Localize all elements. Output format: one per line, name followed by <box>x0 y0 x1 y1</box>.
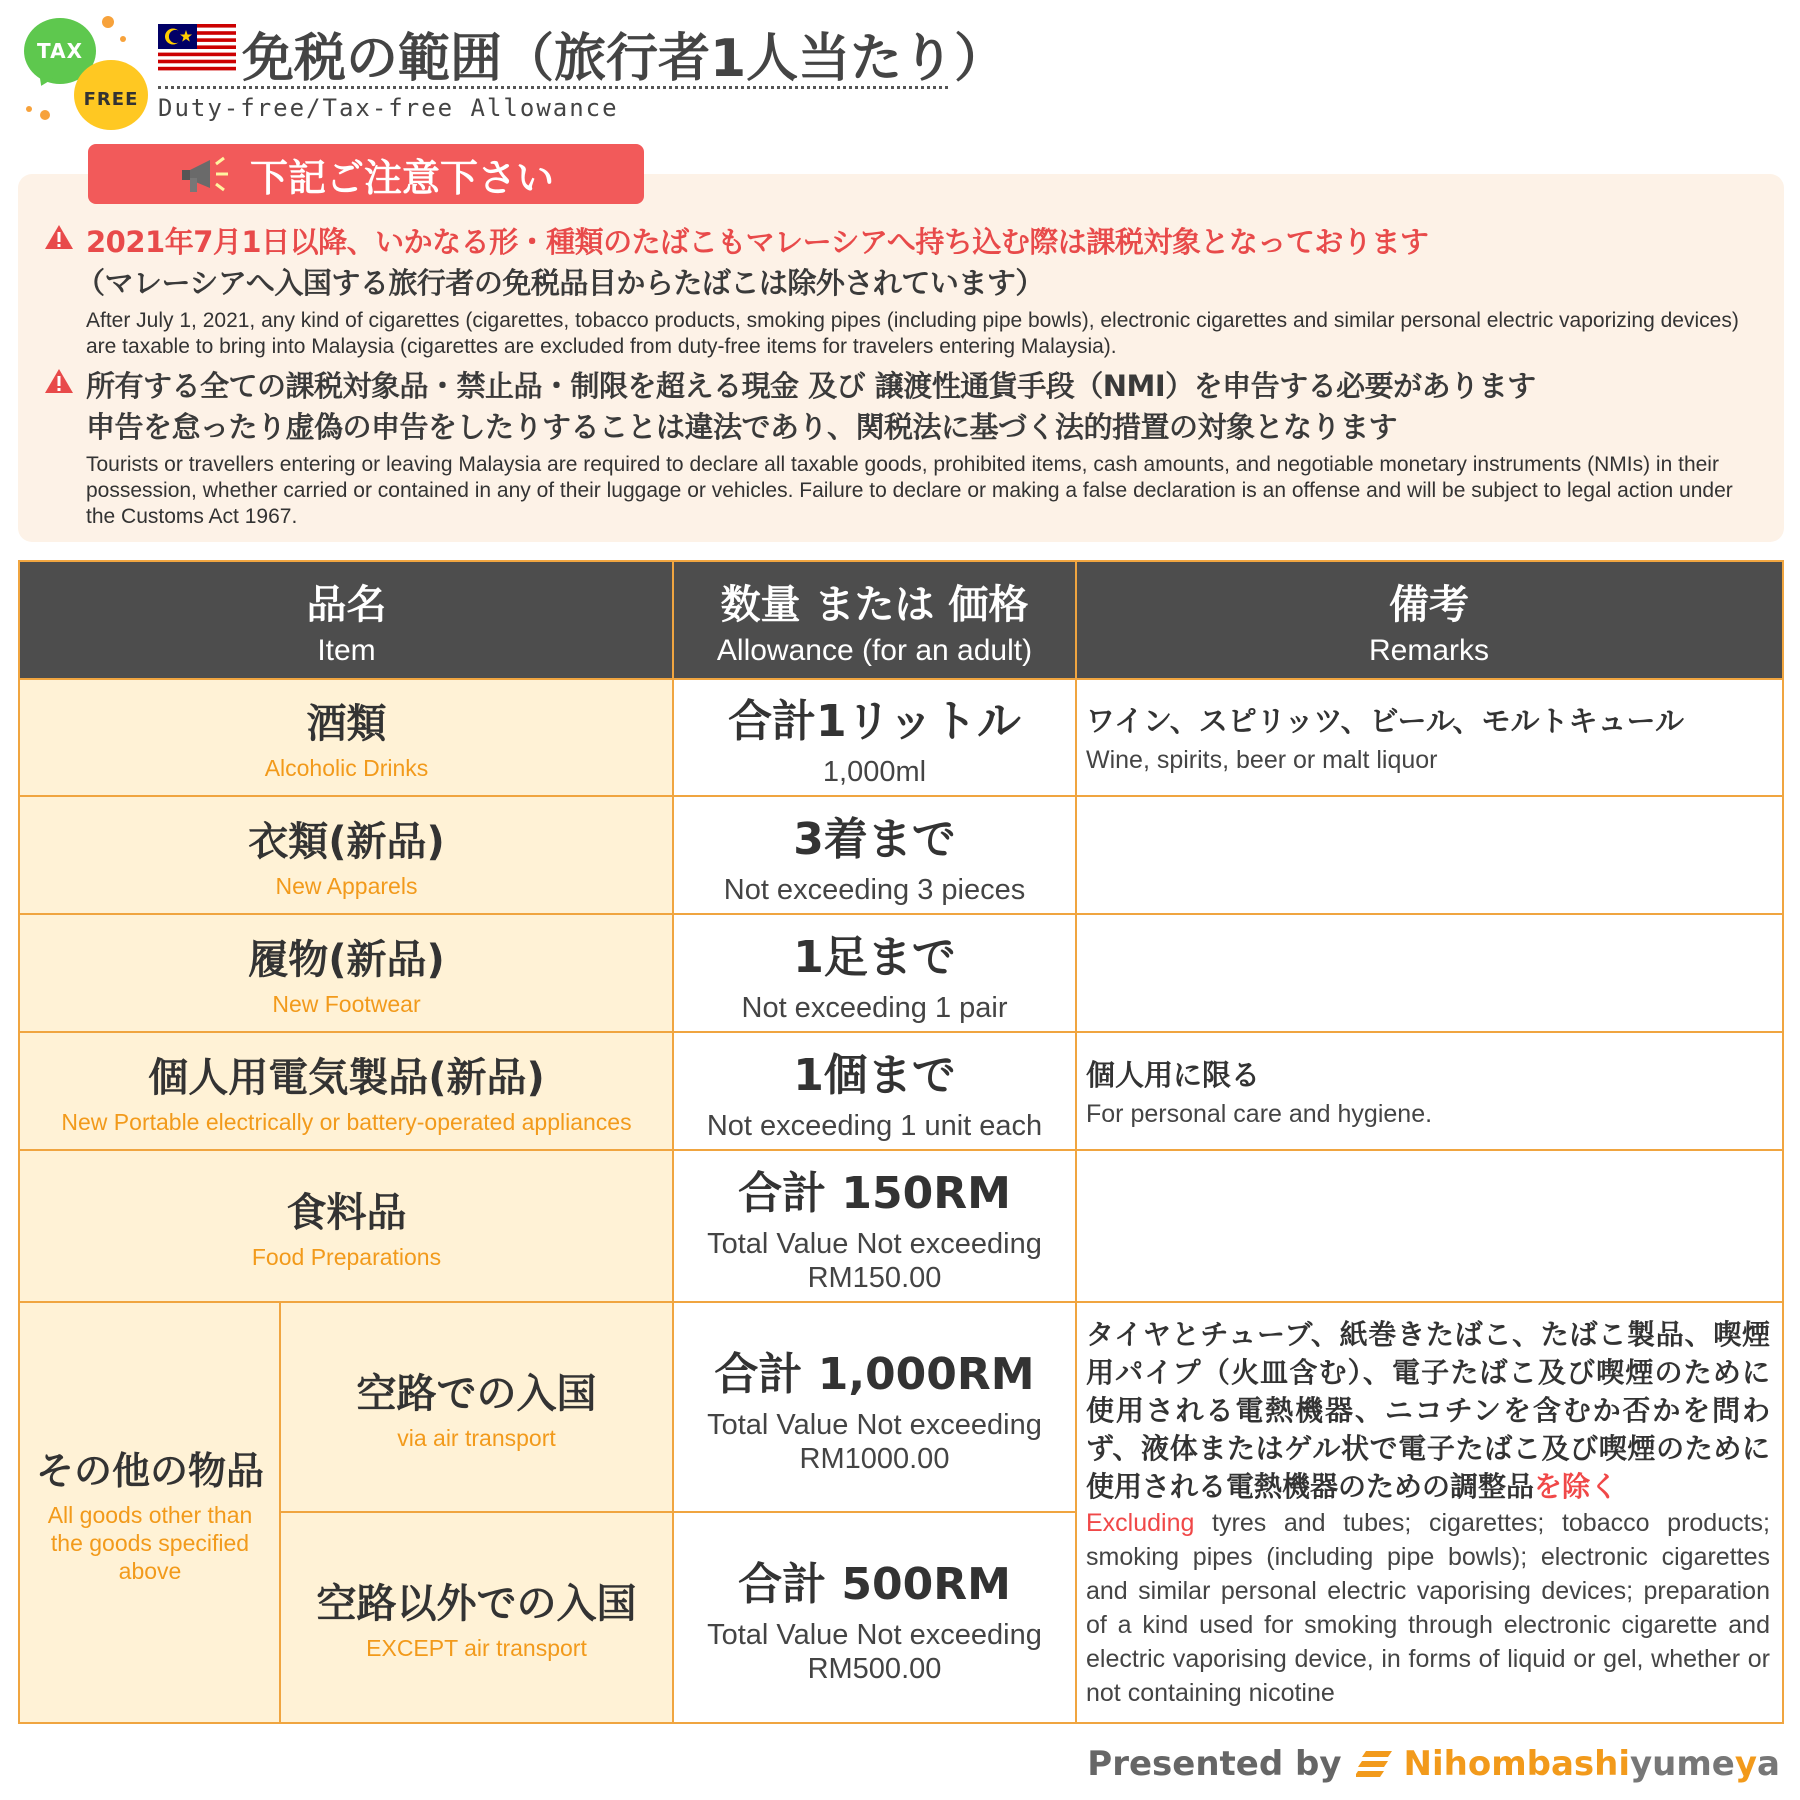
notice-tab <box>88 144 644 204</box>
tax-bubble: TAX <box>24 18 96 84</box>
brand-logo-icon <box>1356 1749 1394 1779</box>
notice-en-text: Tourists or travellers entering or leaving Malaysia are required to declare all taxable goods, prohibited items, cash amounts, and negotiable monetary instruments (NMIs) in their possession, whether carried or contained in any of their luggage or vehicles. Failure to declare or making a false declaration is an offense and will be subject to legal action under the Customs Act 1967. <box>86 453 1733 528</box>
item-cell-nonair: 空路以外での入国 EXCEPT air transport <box>280 1512 673 1722</box>
warning-icon <box>44 224 74 250</box>
remarks-cell-appliances: 個人用に限る For personal care and hygiene. <box>1086 1058 1433 1128</box>
allowance-cell-air: 合計 1,000RM Total Value Not exceeding RM1000.00 <box>707 1349 1042 1475</box>
title-divider <box>158 86 948 89</box>
grid-line <box>20 1031 1782 1033</box>
grid-line <box>20 795 1782 797</box>
notice-jp-line2: 申告を怠ったり虚偽の申告をしたりすることは違法であり、関税法に基づく法的措置の対象となります <box>86 410 1398 444</box>
malaysia-flag-icon <box>158 24 236 74</box>
allowance-cell-alcohol: 合計1リットル 1,000ml <box>728 696 1021 788</box>
notice-jp-line1: 2021年7月1日以降、いかなる形・種類のたばこもマレーシアへ持ち込む際は課税対象となっております <box>86 225 1429 259</box>
notice-item-declare <box>44 364 1754 530</box>
remarks-cell-alcohol: ワイン、スピリッツ、ビール、モルトキュール Wine, spirits, beer or malt liquor <box>1086 704 1684 774</box>
remarks-cell-other-goods: タイヤとチューブ、紙巻きたばこ、たばこ製品、喫煙用パイプ（火皿含む）、電子たばこ及び喫煙のために使用される電熱機器、ニコチンを含むか否かを問わず、液体またはゲル状で電子たばこ及び喫煙のために使用される電熱機器のための調整品を除く Excluding tyres and tubes; cigarettes; tobacco products; smoking pipes (including pipe bowls); electronic cigarettes and similar personal electric vaporising devices; preparation of a kind used for smoking through electronic cigarette and electric vaporising device, in forms of liquid or gel, whether or not containing nicotine <box>1086 1318 1770 1707</box>
header-remarks: 備考 Remarks <box>1076 562 1782 678</box>
item-cell-alcohol: 酒類 Alcoholic Drinks <box>20 678 673 796</box>
megaphone-icon <box>180 152 232 196</box>
grid-line <box>672 562 674 1722</box>
item-cell-other-goods: その他の物品 All goods other than the goods specified above <box>20 1302 280 1722</box>
allowance-cell-footwear: 1足まで Not exceeding 1 pair <box>741 932 1008 1024</box>
presented-by-label: Presented by <box>1087 1744 1342 1784</box>
tax-free-logo <box>22 14 152 132</box>
notice-tab-label: 下記ご注意下さい <box>250 155 555 200</box>
page-subtitle: Duty-free/Tax-free Allowance <box>158 94 619 122</box>
page-title: 免税の範囲（旅行者1人当たり） <box>242 29 1007 89</box>
grid-line <box>20 678 1782 680</box>
allowance-cell-nonair: 合計 500RM Total Value Not exceeding RM500.00 <box>707 1559 1042 1685</box>
presented-by-footer <box>1087 1744 1780 1784</box>
allowance-cell-food: 合計 150RM Total Value Not exceeding RM150.00 <box>707 1168 1042 1294</box>
warning-icon <box>44 368 74 394</box>
grid-line <box>20 913 1782 915</box>
allowance-cell-apparel: 3着まで Not exceeding 3 pieces <box>723 814 1026 906</box>
item-cell-appliances: 個人用電気製品(新品) New Portable electrically or battery-operated appliances <box>20 1032 673 1150</box>
allowance-cell-appliances: 1個まで Not exceeding 1 unit each <box>706 1050 1043 1142</box>
grid-line <box>20 1149 1782 1151</box>
item-cell-footwear: 履物(新品) New Footwear <box>20 914 673 1032</box>
notice-jp-line2: （マレーシアへ入国する旅行者の免税品目からたばこは除外されています） <box>76 266 1044 300</box>
notice-jp-line1: 所有する全ての課税対象品・禁止品・制限を超える現金 及び 譲渡性通貨手段（NMI）を申告する必要があります <box>86 369 1536 403</box>
grid-line <box>280 1511 1076 1513</box>
item-cell-apparel: 衣類(新品) New Apparels <box>20 796 673 914</box>
header-item: 品名 Item <box>20 562 673 678</box>
allowance-table <box>18 560 1784 1724</box>
header-allowance: 数量 または 価格 Allowance (for an adult) <box>673 562 1076 678</box>
notice-item-tobacco <box>44 220 1754 360</box>
item-cell-air: 空路での入国 via air transport <box>280 1302 673 1512</box>
grid-line <box>1075 562 1077 1722</box>
free-bubble: FREE <box>74 60 148 130</box>
brand-name: Nihombashiyumeya <box>1403 1744 1780 1784</box>
item-cell-food: 食料品 Food Preparations <box>20 1150 673 1302</box>
grid-line <box>20 1301 1782 1303</box>
notice-en-text: After July 1, 2021, any kind of cigarettes (cigarettes, tobacco products, smoking pipes (including pipe bowls), electronic cigarettes and similar personal electric vaporizing devices) are taxable to bring into Malaysia (cigarettes are excluded from duty-free items for travelers entering Malaysia). <box>86 309 1739 358</box>
